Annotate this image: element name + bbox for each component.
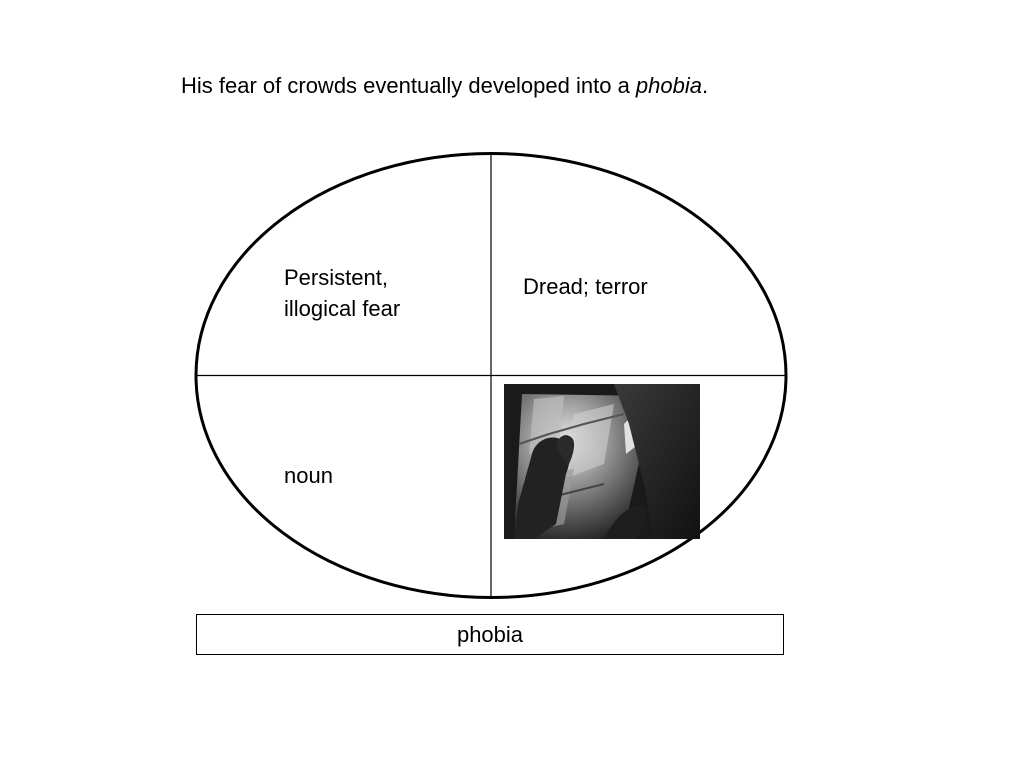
sentence-italic-word: phobia [635,73,702,98]
vocabulary-word: phobia [456,621,524,647]
part-of-speech-label: noun [284,463,333,488]
looking-down-from-height-photo [504,384,700,539]
vocabulary-word-box [196,614,784,655]
sentence-text: His fear of crowds eventually developed into a [181,73,636,98]
definition-label: Persistent, illogical fear [284,265,401,321]
synonyms-label: Dread; terror [523,274,648,299]
sentence-end: . [702,73,709,98]
